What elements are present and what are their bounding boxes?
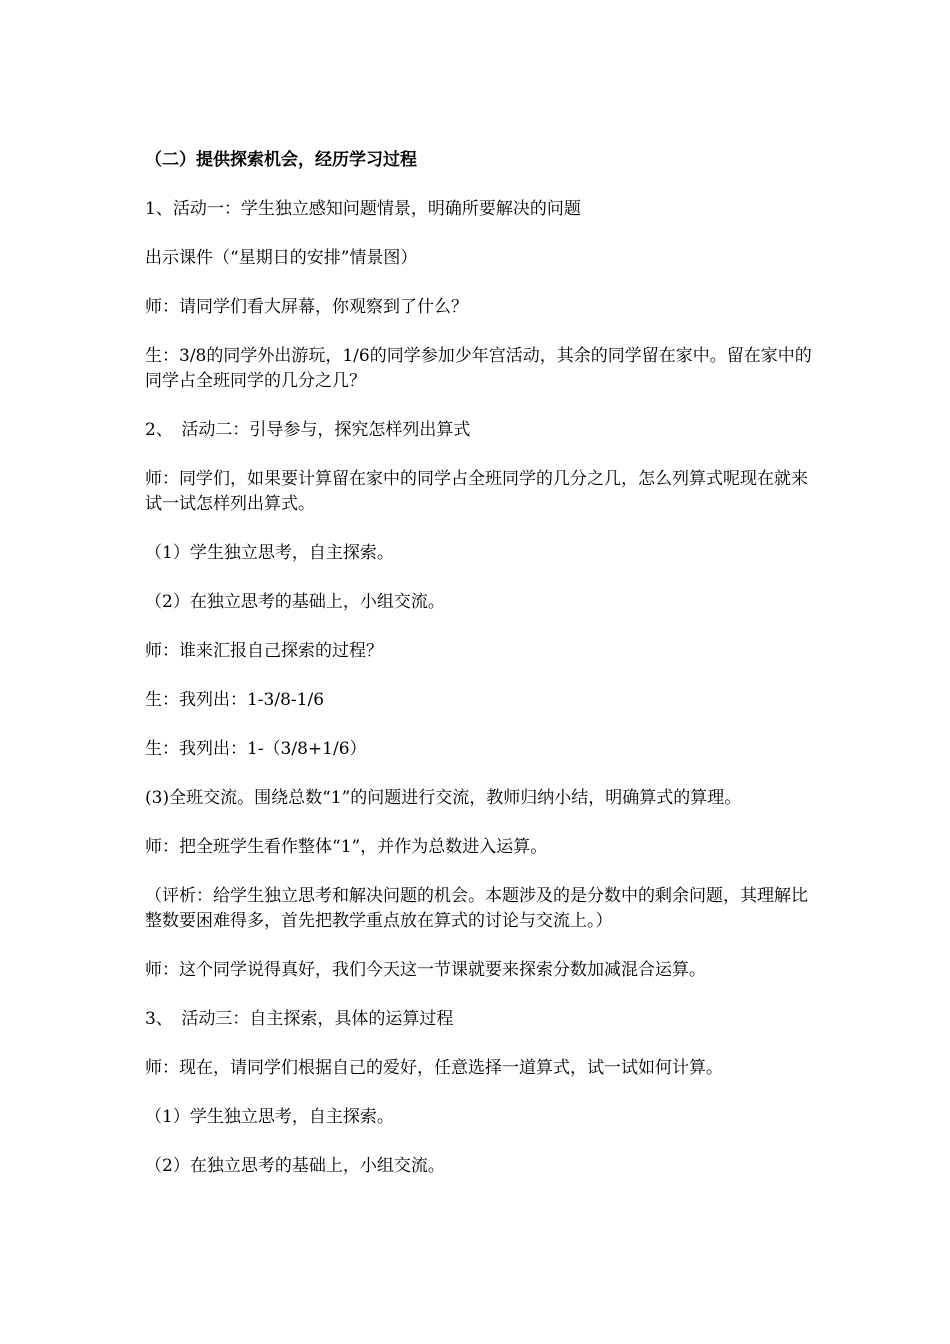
paragraph: 师：把全班学生看作整体“1”，并作为总数进入运算。 — [145, 837, 548, 857]
activity-three-title: 3、 活动三：自主探索，具体的运算过程 — [145, 1009, 454, 1029]
paragraph: （2）在独立思考的基础上，小组交流。 — [145, 592, 445, 612]
paragraph: 师：请同学们看大屏幕，你观察到了什么？ — [145, 297, 468, 317]
paragraph: 出示课件（“星期日的安排”情景图） — [145, 248, 418, 268]
activity-one-title: 1、活动一：学生独立感知问题情景，明确所要解决的问题 — [145, 199, 581, 219]
paragraph: （1）学生独立思考，自主探索。 — [145, 1107, 394, 1127]
paragraph: 生：我列出：1-3/8-1/6 — [145, 690, 325, 710]
paragraph: (3)全班交流。围绕总数“1”的问题进行交流，教师归纳小结，明确算式的算理。 — [145, 788, 742, 808]
paragraph: 生：我列出：1-（3/8+1/6） — [145, 739, 367, 759]
paragraph: 生：3/8的同学外出游玩，1/6的同学参加少年宫活动，其余的同学留在家中。留在家中的同学占全班同学的几分之几？ — [145, 346, 812, 391]
commentary-paragraph: （评析：给学生独立思考和解决问题的机会。本题涉及的是分数中的剩余问题，其理解比整数要困难得多，首先把教学重点放在算式的讨论与交流上。） — [145, 886, 808, 931]
paragraph: （2）在独立思考的基础上，小组交流。 — [145, 1156, 445, 1176]
paragraph: 师：这个同学说得真好，我们今天这一节课就要来探索分数加减混合运算。 — [145, 960, 706, 980]
activity-two-title: 2、 活动二：引导参与，探究怎样列出算式 — [145, 420, 471, 440]
section-heading: （二）提供探索机会，经历学习过程 — [145, 150, 417, 170]
paragraph: 师：谁来汇报自己探索的过程？ — [145, 641, 383, 661]
document-page — [145, 148, 813, 1203]
paragraph: （1）学生独立思考，自主探索。 — [145, 543, 394, 563]
paragraph: 师：现在，请同学们根据自己的爱好，任意选择一道算式，试一试如何计算。 — [145, 1058, 723, 1078]
paragraph: 师：同学们，如果要计算留在家中的同学占全班同学的几分之几，怎么列算式呢现在就来试一试怎样列出算式。 — [145, 469, 808, 514]
